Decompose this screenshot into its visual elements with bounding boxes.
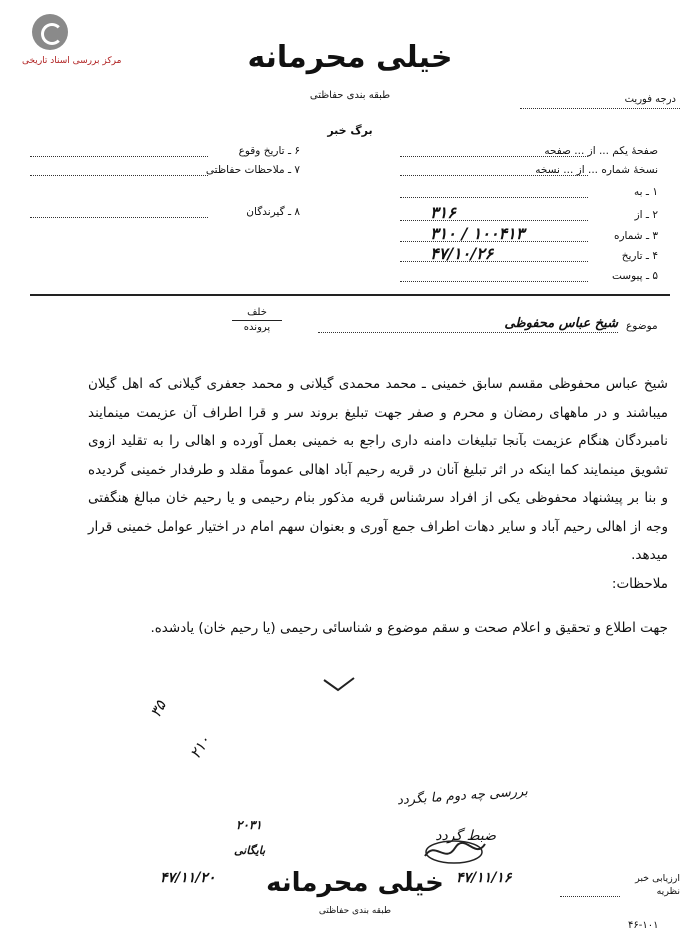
field-to bbox=[400, 186, 658, 202]
archive-logo bbox=[22, 14, 122, 74]
field-label: ۲ ـ از bbox=[634, 209, 658, 221]
evaluation-line bbox=[560, 896, 620, 897]
header-divider bbox=[30, 294, 670, 296]
copy-label-bottom: پرونده bbox=[243, 322, 271, 333]
field-label: ۴ ـ تاریخ bbox=[621, 250, 658, 262]
subject-line bbox=[318, 332, 618, 333]
remarks-label: ملاحظات: bbox=[611, 575, 668, 592]
copy-labels bbox=[232, 306, 282, 335]
urgency-line bbox=[520, 108, 680, 109]
field-occurrence-date bbox=[30, 145, 300, 161]
field-label: نسخۀ شماره ... از ... نسخه bbox=[535, 164, 658, 176]
report-paragraph: شیخ عباس محفوظی مقسم سابق خمینی ـ محمد محمدی گیلانی و محمد جعفری گیلانی که اهل گیلان میباشند و در ماههای رمضان و محرم و صفر جهت تبلیغ بروند سر و قرا اطراف آن عزیمت مینمایند نامبردگان هنگام عزیمت بآنجا تبلیغات دامنه داری راجع به خمینی بعمل آورده و اهالی را به تقلید ازوی تشویق مینمایند کما اینکه در اثر تبلیغ آنان در قریه رحیم آباد اهالی عموماً مقلد و طرفدار خمینی گردیده و بنا بر پیشنهاد محفوظی یکی از افراد سرشناس قریه مذکور بنام رحیمی و یا رحیم خان مبالغ هنگفتی وجه از اهالی رحیم آباد و سایر دهات اطراف جمع آوری و بعنوان سهم امام در اختیار عوامل خمینی قرار میدهد. bbox=[88, 376, 668, 563]
subject-value: شیخ عباس محفوظی bbox=[504, 316, 618, 331]
evaluation-block bbox=[620, 872, 680, 898]
archive-ref-word: بایگانی bbox=[234, 844, 266, 857]
field-label: ۷ ـ ملاحظات حفاظتی bbox=[205, 164, 300, 176]
report-body bbox=[88, 370, 668, 598]
field-value: ۱۰۰۴۱۳ / ۳۱۰ bbox=[430, 224, 525, 243]
field-value: ۴۷/۱۰/۲۶ bbox=[430, 244, 494, 263]
field-label: ۳ ـ شماره bbox=[613, 230, 658, 242]
field-date bbox=[400, 244, 658, 266]
classification-title: خیلی محرمانه bbox=[247, 40, 453, 75]
field-attachment bbox=[400, 270, 658, 286]
subject-label: موضوع bbox=[626, 320, 658, 332]
check-mark-icon bbox=[320, 676, 360, 696]
classification-subtitle: طبقه بندی حفاظتی bbox=[309, 90, 391, 101]
field-from bbox=[400, 203, 658, 225]
field-label: ۱ ـ به bbox=[634, 186, 658, 198]
evaluation-sub: نظریه bbox=[656, 886, 680, 897]
footer-date-right: ۴۷/۱۱/۱۶ bbox=[456, 870, 512, 886]
handwritten-note: ضبط گردد bbox=[435, 828, 496, 844]
urgency-label: درجه فوریت bbox=[624, 94, 676, 105]
field-recipients bbox=[30, 206, 300, 222]
form-title: برگ خبر bbox=[327, 124, 373, 137]
field-value: ۳۱۶ bbox=[430, 203, 456, 222]
evaluation-label: ارزیابی خبر bbox=[635, 873, 680, 884]
handwritten-note: بررسی چه دوم ما بگردد bbox=[396, 784, 529, 809]
footer-classification-subtitle: طبقه بندی حفاظتی bbox=[318, 906, 392, 916]
field-copy-number bbox=[400, 164, 658, 180]
handwritten-margin-note: ۲۱۰ bbox=[186, 731, 215, 763]
field-label: ۸ ـ گیرندگان bbox=[246, 206, 300, 218]
field-label: صفحۀ یکم ... از ... صفحه bbox=[544, 145, 658, 157]
handwritten-margin-note: ۳۵ bbox=[146, 697, 170, 721]
archive-ref-number: ۲۰۳۱ bbox=[236, 818, 262, 832]
field-label: ۵ ـ پیوست bbox=[611, 270, 658, 282]
field-security-notes bbox=[30, 164, 300, 180]
signature-icon bbox=[420, 836, 490, 866]
form-code: ۴۶-۱۰۱ bbox=[628, 920, 659, 931]
footer-date-left: ۴۷/۱۱/۲۰ bbox=[160, 870, 216, 886]
copy-label-top: خلف bbox=[232, 306, 282, 321]
closing-sentence: جهت اطلاع و تحقیق و اعلام صحت و سقم موضوع و شناسائی رحیمی (یا رحیم خان) یادشده. bbox=[150, 620, 668, 636]
field-label: ۶ ـ تاریخ وقوع bbox=[238, 145, 300, 157]
logo-text: مرکز بررسی اسناد تاریخی bbox=[22, 56, 122, 66]
footer-classification-title: خیلی محرمانه bbox=[266, 868, 444, 898]
field-page bbox=[400, 145, 658, 161]
logo-emblem-icon bbox=[32, 14, 68, 50]
